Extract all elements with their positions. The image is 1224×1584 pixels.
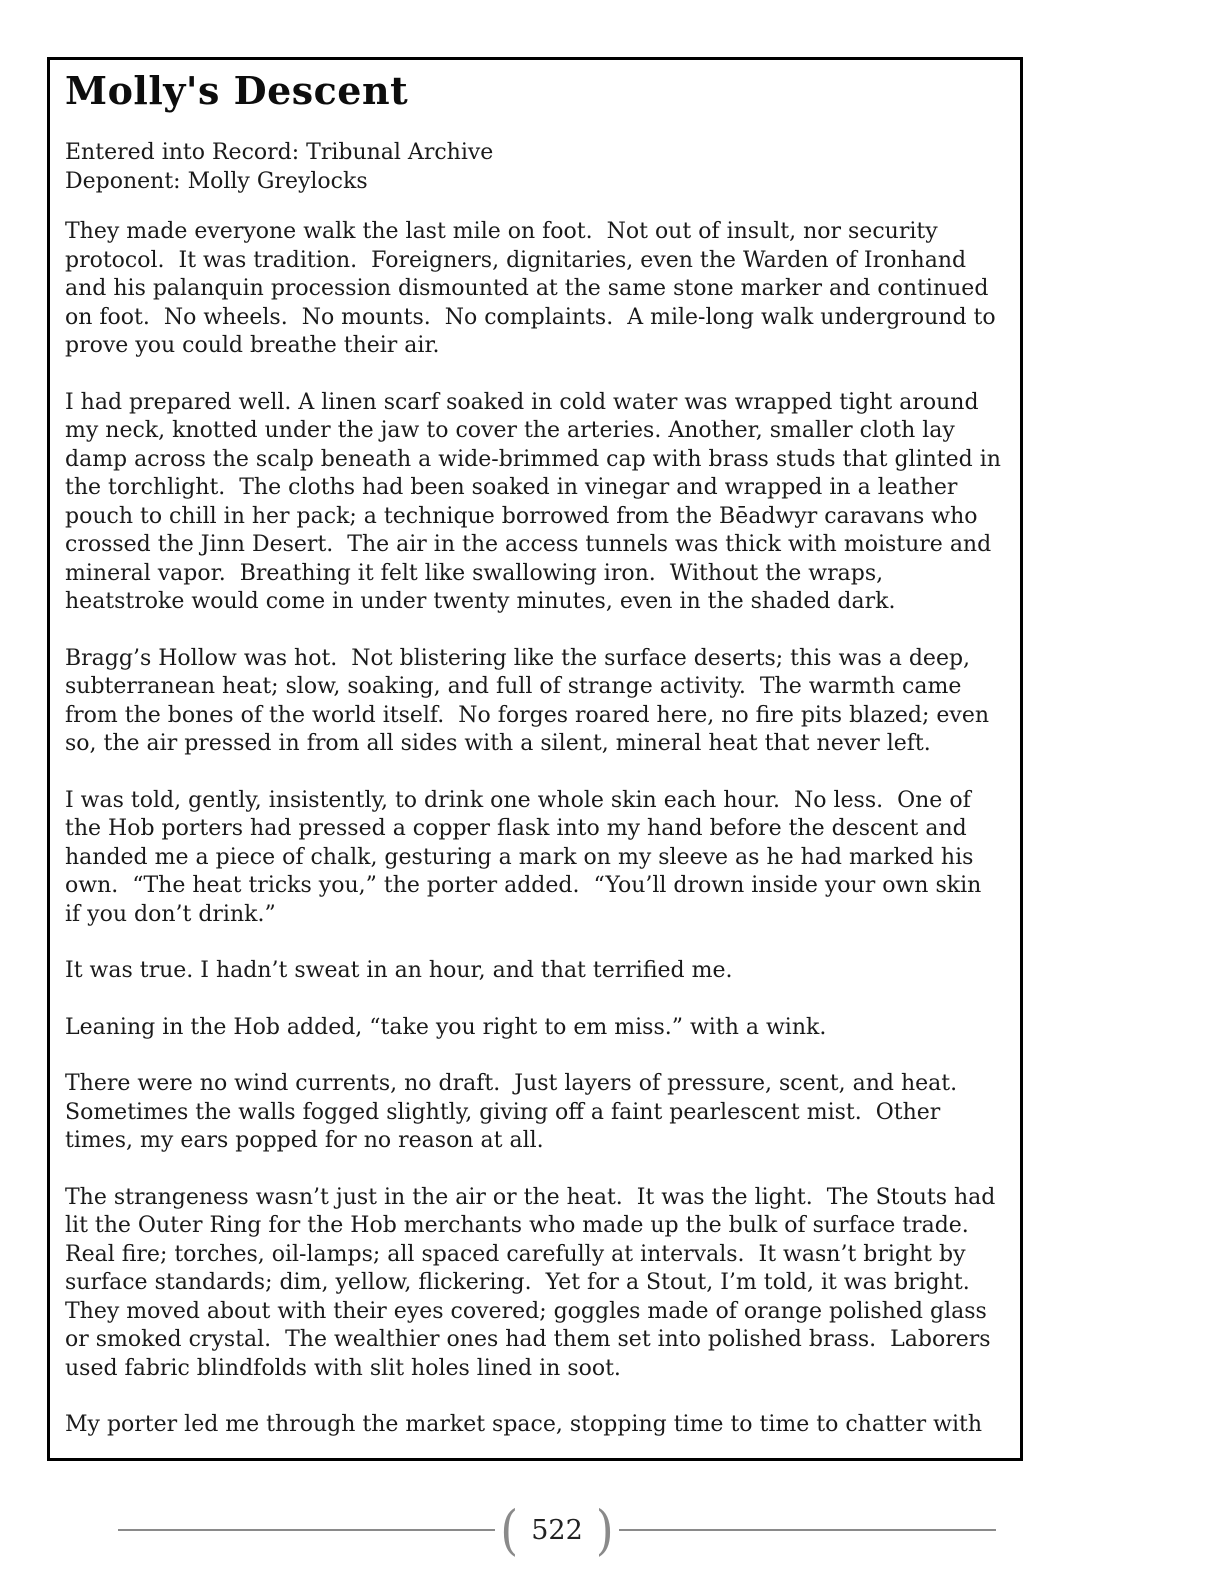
body-paragraphs [65,218,1008,1440]
footer-rule-left [118,1529,495,1531]
page-number: 522 [531,1514,583,1546]
footer-rule-right [619,1529,996,1531]
paragraph: There were no wind currents, no draft. Just layers of pressure, scent, and heat. Sometimes the walls fogged slightly, giving off a faint pearlescent mist. Other times, my ears popped for no reason at all. [65,1071,972,1153]
page-number-bracket-left: ( [500,1498,519,1562]
paragraph: They made everyone walk the last mile on foot. Not out of insult, nor security protocol. It was tradition. Foreigners, dignitaries, even the Warden of Ironhand and his palanquin procession dismounted at the same stone marker and continued on foot. No wheels. No mounts. No complaints. A mile-long walk underground to prove you could breathe their air. [65,219,1003,358]
paragraph: I was told, gently, insistently, to drink one whole skin each hour. No less. One of the Hob porters had pressed a copper flask into my hand before the descent and handed me a piece of chalk, gesturing a mark on my sleeve as he had marked his own. “The heat tricks you,” the porter added. “You’ll drown inside your own skin if you don’t drink.” [65,787,989,927]
record-line-deponent: Deponent: Molly Greylocks [65,168,368,194]
record-line-entered: Entered into Record: Tribunal Archive [65,140,494,165]
paragraph: I had prepared well. A linen scarf soaked in cold water was wrapped tight around my neck, knotted under the jaw to cover the arteries. Another, smaller cloth lay damp across the scalp beneath a wide-brimmed cap with brass studs that glinted in the torchlight. The cloths had been soaked in vinegar and wrapped in a leather pouch to chill in her pack; a technique borrowed from the Bēadwyr caravans who crossed the Jinn Desert. The air in the access tunnels was thick with moisture and mineral vapor. Breathing it felt like swallowing iron. Without the wraps, heatstroke would come in under twenty minutes, even in the shaded dark. [65,389,1008,614]
record-header [65,139,1002,196]
document-frame [47,57,1023,1461]
paragraph: It was true. I hadn’t sweat in an hour, and that terrified me. [65,958,733,983]
page-footer [118,1498,996,1562]
paragraph: Bragg’s Hollow was hot. Not blistering like the surface deserts; this was a deep, subterranean heat; slow, soaking, and full of strange activity. The warmth came from the bones of the world itself. No forges roared here, no fire pits blazed; even so, the air pressed in from all sides with a silent, mineral heat that never left. [65,645,997,756]
page-number-bracket-right: ) [595,1498,614,1562]
paragraph: The strangeness wasn’t just in the air or the heat. It was the light. The Stouts had lit the Outer Ring for the Hob merchants who made up the bulk of surface trade. Real fire; torches, oil-lamps; all spaced carefully at intervals. It wasn’t bright by surface standards; dim, yellow, flickering. Yet for a Stout, I’m told, it was bright. They moved about with their eyes covered; goggles made of orange polished glass or smoked crystal. The wealthier ones had them set into polished brass. Laborers used fabric blindfolds with slit holes lined in soot. [65,1184,1003,1381]
paragraph: My porter led me through the market space, stopping time to time to chatter with [65,1412,983,1437]
page-title: Molly's Descent [65,68,409,113]
paragraph: Leaning in the Hob added, “take you right to em miss.” with a wink. [65,1014,827,1040]
